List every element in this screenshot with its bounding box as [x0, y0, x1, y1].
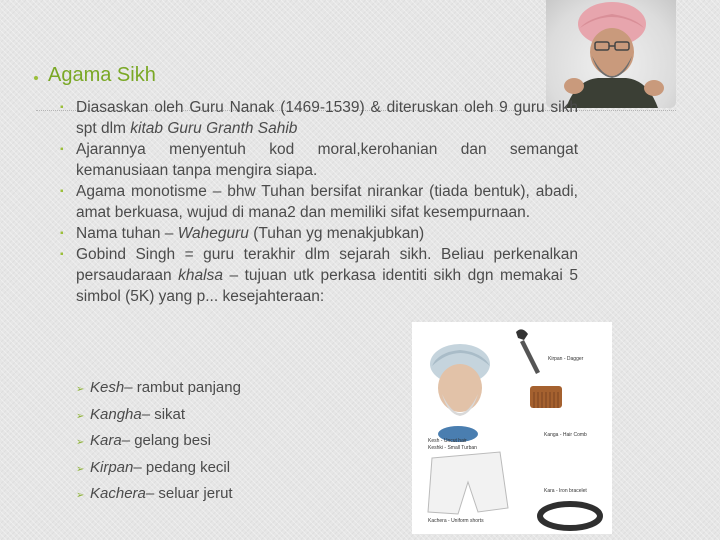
bullet-text-italic: Waheguru: [177, 225, 249, 242]
square-bullet-icon: ▪: [60, 102, 64, 113]
label-kirpan: Kirpan - Dagger: [548, 356, 584, 362]
sub-list-item: [76, 376, 241, 403]
square-bullet-icon: ▪: [60, 228, 64, 239]
arrow-bullet-icon: ➢: [76, 384, 85, 395]
sub-list-item: [76, 429, 241, 456]
sub-item-term: Kara: [90, 432, 122, 449]
square-bullet-icon: ▪: [60, 249, 64, 260]
title-marker-icon: [34, 76, 38, 80]
bullet-item: [58, 181, 578, 223]
sub-item-meaning: – seluar jerut: [145, 485, 233, 502]
label-kara: Kara - Iron bracelet: [544, 488, 587, 494]
bullet-text: – tujuan utk perkasa identiti sikh dgn memakai 5 simbol (5K) yang p... kesejahteraan:: [76, 267, 578, 305]
sub-item-meaning: – gelang besi: [121, 432, 211, 449]
arrow-bullet-icon: ➢: [76, 437, 85, 448]
label-kanga: Kanga - Hair Comb: [544, 432, 587, 438]
arrow-bullet-icon: ➢: [76, 463, 85, 475]
sub-item-meaning: – pedang kecil: [133, 458, 231, 476]
bullet-item: [58, 244, 578, 307]
bullet-text: Agama monotisme – bhw Tuhan bersifat nirankar (tiada bentuk), abadi, amat berkuasa, wujud di mana2 dan memiliki sifat kesempurnaan.: [76, 183, 578, 221]
sub-item-term: Kachera: [90, 485, 146, 502]
bullet-text: Gobind Singh = guru terakhir dlm sejarah sikh. Beliau perkenalkan persaudaraan: [76, 246, 578, 284]
bullet-text: Ajarannya menyentuh kod moral,kerohanian dan semangat kemanusiaan tanpa mengira siapa.: [76, 141, 578, 179]
bullet-item: [58, 139, 578, 181]
sub-item-meaning: – rambut panjang: [124, 379, 241, 396]
label-keshki: Keshki - Small Turban: [428, 445, 477, 451]
square-bullet-icon: ▪: [60, 144, 64, 155]
bullet-text-italic: khalsa: [178, 267, 223, 284]
sub-item-term: Kangha: [90, 405, 142, 423]
arrow-bullet-icon: ➢: [76, 410, 85, 422]
arrow-bullet-icon: ➢: [76, 490, 85, 501]
bullet-list: [58, 97, 578, 307]
label-kesh: Kesh - Uncut hair: [428, 438, 467, 444]
sub-item-term: Kesh: [90, 379, 125, 396]
bullet-item: [58, 223, 578, 244]
label-kachera: Kachera - Uniform shorts: [428, 518, 484, 524]
sub-list-item: [76, 456, 241, 483]
five-k-diagram: [412, 322, 612, 534]
sub-item-meaning: – sikat: [141, 405, 186, 423]
sub-list-item: [76, 403, 241, 430]
bullet-text: (Tuhan yg menakjubkan): [248, 225, 425, 242]
speaker-photo: [546, 0, 676, 108]
bullet-text: Diasaskan oleh Guru Nanak (1469-1539) & diteruskan oleh 9 guru sikh spt dlm: [76, 99, 578, 137]
slide-title: Agama Sikh: [48, 64, 156, 86]
bullet-item: [58, 97, 578, 139]
five-k-list: [76, 376, 241, 509]
sub-list-item: [76, 482, 241, 509]
square-bullet-icon: ▪: [60, 186, 64, 197]
bullet-text: Nama tuhan –: [76, 225, 178, 242]
sub-item-term: Kirpan: [90, 458, 134, 476]
bullet-text-italic: kitab Guru Granth Sahib: [130, 120, 298, 137]
